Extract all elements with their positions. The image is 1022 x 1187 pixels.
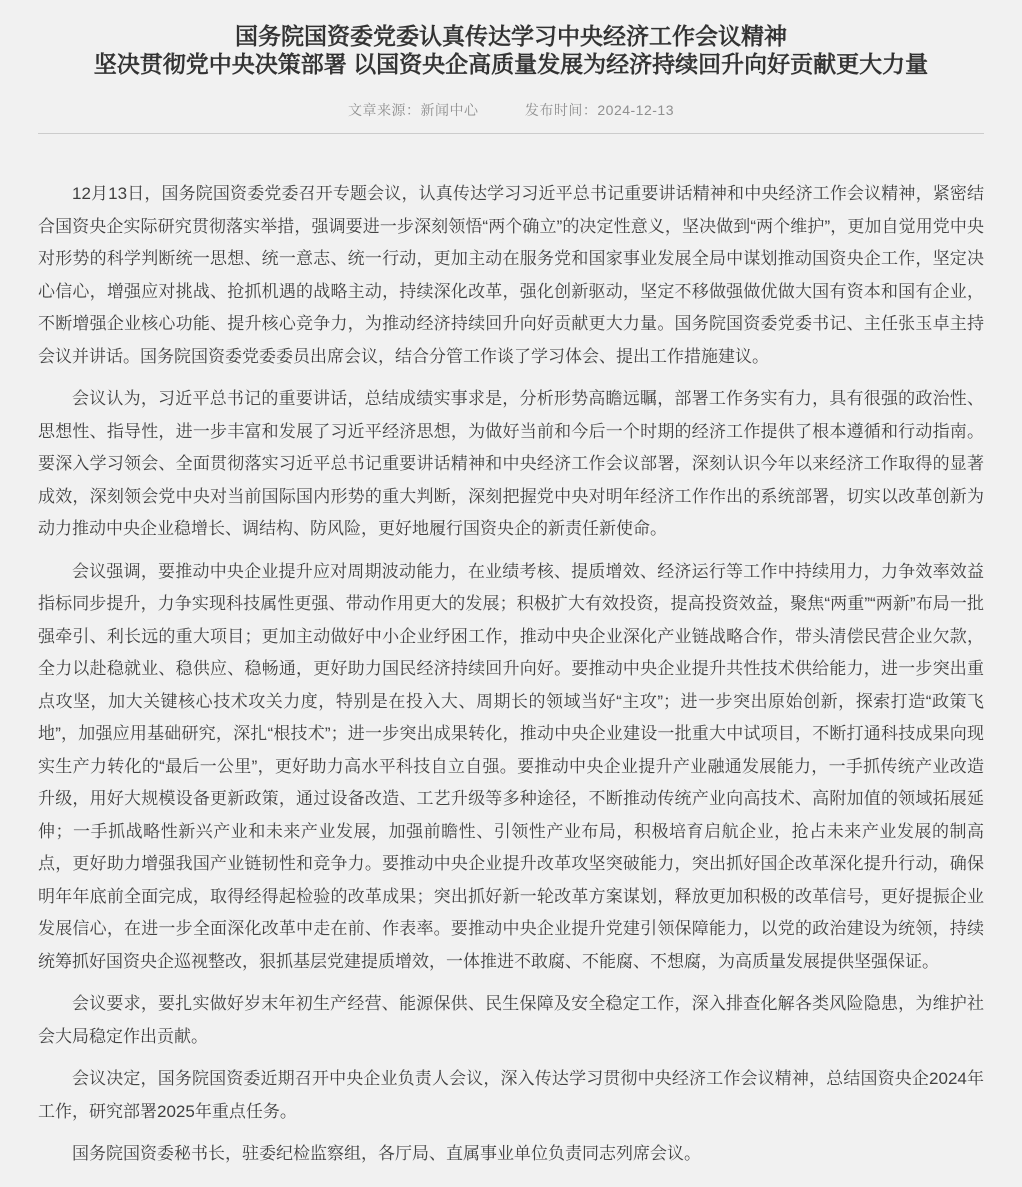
article-paragraph: 会议要求，要扎实做好岁末年初生产经营、能源保供、民生保障及安全稳定工作，深入排查化解各类风险隐患，为维护社会大局稳定作出贡献。	[38, 994, 984, 1046]
article-source	[348, 100, 479, 120]
article-paragraph: 12月13日，国务院国资委党委召开专题会议，认真传达学习习近平总书记重要讲话精神和中央经济工作会议精神，紧密结合国资央企实际研究贯彻落实举措，强调要进一步深刻领悟“两个确立”的决定性意义，坚决做到“两个维护”，更加自觉用党中央对形势的科学判断统一思想、统一意志、统一行动，更加主动在服务党和国家事业发展全局中谋划推动国资央企工作，坚定决心信心，增强应对挑战、抢抓机遇的战略主动，持续深化改革，强化创新驱动，坚定不移做强做优做大国有资本和国有企业，不断增强企业核心功能、提升核心竞争力，为推动经济持续回升向好贡献更大力量。国务院国资委党委书记、主任张玉卓主持会议并讲话。国务院国资委党委委员出席会议，结合分管工作谈了学习体会、提出工作措施建议。	[38, 184, 984, 366]
article-body	[38, 142, 984, 1187]
article-paragraph: 国务院国资委秘书长，驻委纪检监察组，各厅局、直属事业单位负责同志列席会议。	[72, 1144, 701, 1163]
header-divider	[38, 133, 984, 134]
article-publish-date	[525, 100, 674, 120]
article-paragraph: 会议强调，要推动中央企业提升应对周期波动能力，在业绩考核、提质增效、经济运行等工作中持续用力，力争效率效益指标同步提升，力争实现科技属性更强、带动作用更大的发展；积极扩大有效投资，提高投资效益，聚焦“两重”“两新”布局一批强牵引、利长远的重大项目；更加主动做好中小企业纾困工作，推动中央企业深化产业链战略合作，带头清偿民营企业欠款，全力以赴稳就业、稳供应、稳畅通，更好助力国民经济持续回升向好。要推动中央企业提升共性技术供给能力，进一步突出重点攻坚，加大关键核心技术攻关力度，特别是在投入大、周期长的领域当好“主攻”；进一步突出原始创新，探索打造“政策飞地”，加强应用基础研究，深扎“根技术”；进一步突出成果转化，推动中央企业建设一批重大中试项目，不断打通科技成果向现实生产力转化的“最后一公里”，更好助力高水平科技自立自强。要推动中央企业提升产业融通发展能力，一手抓传统产业改造升级，用好大规模设备更新政策，通过设备改造、工艺升级等多种途径，不断推动传统产业向高技术、高附加值的领域拓展延伸；一手抓战略性新兴产业和未来产业发展，加强前瞻性、引领性产业布局，积极培育启航企业，抢占未来产业发展的制高点，更好助力增强我国产业链韧性和竞争力。要推动中央企业提升改革攻坚突破能力，突出抓好国企改革深化提升行动，确保明年年底前全面完成，取得经得起检验的改革成果；突出抓好新一轮改革方案谋划，释放更加积极的改革信号，更好提振企业发展信心，在进一步全面深化改革中走在前、作表率。要推动中央企业提升党建引领保障能力，以党的政治建设为统领，持续统筹抓好国资央企巡视整改，狠抓基层党建提质增效，一体推进不敢腐、不能腐、不想腐，为高质量发展提供坚强保证。	[38, 561, 984, 971]
article-date-value: 2024-12-13	[597, 102, 674, 118]
page-title-line-1: 国务院国资委党委认真传达学习中央经济工作会议精神	[235, 23, 787, 49]
article-source-label: 文章来源：	[347, 102, 421, 118]
page-title-line-2: 坚决贯彻党中央决策部署 以国资央企高质量发展为经济持续回升向好贡献更大力量	[93, 51, 929, 77]
article-source-value: 新闻中心	[420, 102, 479, 118]
article-paragraph: 会议决定，国务院国资委近期召开中央企业负责人会议，深入传达学习贯彻中央经济工作会议精神，总结国资央企2024年工作，研究部署2025年重点任务。	[38, 1069, 984, 1121]
article-page	[38, 0, 984, 1187]
article-date-label: 发布时间：	[524, 102, 598, 118]
article-paragraph: 会议认为，习近平总书记的重要讲话，总结成绩实事求是，分析形势高瞻远瞩，部署工作务实有力，具有很强的政治性、思想性、指导性，进一步丰富和发展了习近平经济思想，为做好当前和今后一个时期的经济工作提供了根本遵循和行动指南。要深入学习领会、全面贯彻落实习近平总书记重要讲话精神和中央经济工作会议部署，深刻认识今年以来经济工作取得的显著成效，深刻领会党中央对当前国际国内形势的重大判断，深刻把握党中央对明年经济工作作出的系统部署，切实以改革创新为动力推动中央企业稳增长、调结构、防风险，更好地履行国资央企的新责任新使命。	[38, 389, 984, 538]
page-title	[38, 22, 984, 78]
article-meta	[38, 100, 984, 120]
